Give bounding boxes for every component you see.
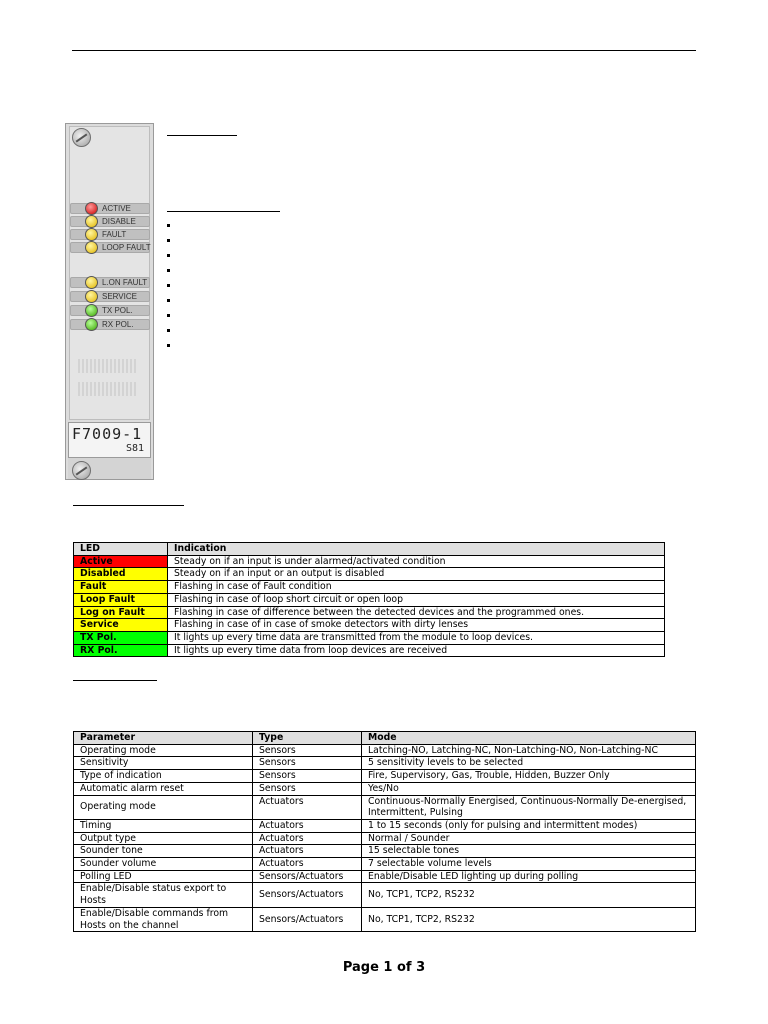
led-yellow-icon bbox=[85, 276, 98, 289]
led-name-cell: Loop Fault bbox=[74, 593, 168, 606]
table-row bbox=[74, 870, 696, 883]
heading-underline bbox=[167, 211, 280, 212]
column-header: Indication bbox=[168, 543, 665, 556]
parameter-cell: Sounder tone bbox=[74, 845, 253, 858]
parameter-cell: Enable/Disable commands from Hosts on the channel bbox=[74, 907, 253, 931]
led-indicator-fault bbox=[70, 229, 150, 240]
module-front-panel bbox=[65, 123, 154, 480]
led-label: LOOP FAULT bbox=[102, 243, 151, 252]
type-cell: Actuators bbox=[253, 832, 362, 845]
column-header: LED bbox=[74, 543, 168, 556]
led-label: ACTIVE bbox=[102, 204, 131, 213]
vent-grille bbox=[78, 382, 138, 396]
screw-icon bbox=[72, 128, 91, 147]
heading-underline bbox=[73, 505, 184, 506]
led-yellow-icon bbox=[85, 290, 98, 303]
table-row bbox=[74, 606, 665, 619]
mode-cell: 15 selectable tones bbox=[362, 845, 696, 858]
led-indicator-disable bbox=[70, 216, 150, 227]
table-row bbox=[74, 631, 665, 644]
led-indicator-rx-pol bbox=[70, 319, 150, 330]
led-label: L.ON FAULT bbox=[102, 278, 148, 287]
panel-face bbox=[69, 126, 150, 420]
led-yellow-icon bbox=[85, 241, 98, 254]
bullet-marker bbox=[167, 329, 170, 332]
column-header: Type bbox=[253, 732, 362, 745]
mode-cell: Yes/No bbox=[362, 782, 696, 795]
bullet-marker bbox=[167, 254, 170, 257]
type-cell: Actuators bbox=[253, 845, 362, 858]
type-cell: Sensors bbox=[253, 744, 362, 757]
parameter-cell: Automatic alarm reset bbox=[74, 782, 253, 795]
led-name-cell: TX Pol. bbox=[74, 631, 168, 644]
led-indication-table bbox=[73, 542, 665, 657]
parameter-cell: Sensitivity bbox=[74, 757, 253, 770]
model-suffix: S81 bbox=[125, 443, 144, 454]
type-cell: Actuators bbox=[253, 819, 362, 832]
bullet-marker bbox=[167, 299, 170, 302]
mode-cell: No, TCP1, TCP2, RS232 bbox=[362, 907, 696, 931]
type-cell: Sensors bbox=[253, 770, 362, 783]
type-cell: Sensors/Actuators bbox=[253, 870, 362, 883]
parameter-cell: Timing bbox=[74, 819, 253, 832]
type-cell: Sensors/Actuators bbox=[253, 883, 362, 907]
indication-cell: Flashing in case of loop short circuit or open loop bbox=[168, 593, 665, 606]
parameter-cell: Type of indication bbox=[74, 770, 253, 783]
vent-grille bbox=[78, 359, 138, 373]
table-header-row bbox=[74, 732, 696, 745]
table-row bbox=[74, 883, 696, 907]
table-row bbox=[74, 555, 665, 568]
mode-cell: No, TCP1, TCP2, RS232 bbox=[362, 883, 696, 907]
type-cell: Sensors/Actuators bbox=[253, 907, 362, 931]
table-row bbox=[74, 832, 696, 845]
led-name-cell: Fault bbox=[74, 581, 168, 594]
table-row bbox=[74, 907, 696, 931]
led-indicator-active bbox=[70, 203, 150, 214]
table-row bbox=[74, 757, 696, 770]
indication-cell: Flashing in case of in case of smoke detectors with dirty lenses bbox=[168, 619, 665, 632]
table-row bbox=[74, 795, 696, 819]
indication-cell: Flashing in case of difference between the detected devices and the programmed ones. bbox=[168, 606, 665, 619]
indication-cell: Steady on if an input is under alarmed/activated condition bbox=[168, 555, 665, 568]
led-name-cell: Log on Fault bbox=[74, 606, 168, 619]
table-row bbox=[74, 770, 696, 783]
type-cell: Sensors bbox=[253, 782, 362, 795]
led-indicator-service bbox=[70, 291, 150, 302]
parameter-cell: Enable/Disable status export to Hosts bbox=[74, 883, 253, 907]
indication-cell: It lights up every time data are transmitted from the module to loop devices. bbox=[168, 631, 665, 644]
indication-cell: It lights up every time data from loop devices are received bbox=[168, 644, 665, 657]
led-name-cell: Service bbox=[74, 619, 168, 632]
heading-underline bbox=[167, 135, 237, 136]
table-header-row bbox=[74, 543, 665, 556]
mode-cell: Latching-NO, Latching-NC, Non-Latching-NO, Non-Latching-NC bbox=[362, 744, 696, 757]
parameter-cell: Output type bbox=[74, 832, 253, 845]
bullet-marker bbox=[167, 314, 170, 317]
mode-cell: Enable/Disable LED lighting up during polling bbox=[362, 870, 696, 883]
table-row bbox=[74, 858, 696, 871]
heading-underline bbox=[73, 680, 157, 681]
led-yellow-icon bbox=[85, 215, 98, 228]
led-name-cell: Disabled bbox=[74, 568, 168, 581]
table-row bbox=[74, 782, 696, 795]
led-red-icon bbox=[85, 202, 98, 215]
led-label: DISABLE bbox=[102, 217, 136, 226]
parameter-cell: Operating mode bbox=[74, 795, 253, 819]
mode-cell: Continuous-Normally Energised, Continuous-Normally De-energised, Intermittent, Pulsing bbox=[362, 795, 696, 819]
led-label: FAULT bbox=[102, 230, 127, 239]
bullet-marker bbox=[167, 239, 170, 242]
mode-cell: Normal / Sounder bbox=[362, 832, 696, 845]
table-row bbox=[74, 581, 665, 594]
column-header: Parameter bbox=[74, 732, 253, 745]
column-header: Mode bbox=[362, 732, 696, 745]
model-number: F7009-1 bbox=[72, 425, 143, 443]
screw-icon bbox=[72, 461, 91, 480]
bullet-marker bbox=[167, 284, 170, 287]
led-indicator-lon-fault bbox=[70, 277, 150, 288]
parameter-cell: Sounder volume bbox=[74, 858, 253, 871]
led-green-icon bbox=[85, 304, 98, 317]
model-plate bbox=[68, 422, 151, 458]
parameter-cell: Polling LED bbox=[74, 870, 253, 883]
table-row bbox=[74, 644, 665, 657]
indication-cell: Steady on if an input or an output is disabled bbox=[168, 568, 665, 581]
indication-cell: Flashing in case of Fault condition bbox=[168, 581, 665, 594]
led-name-cell: RX Pol. bbox=[74, 644, 168, 657]
bullet-marker bbox=[167, 269, 170, 272]
parameter-cell: Operating mode bbox=[74, 744, 253, 757]
led-label: SERVICE bbox=[102, 292, 137, 301]
led-label: RX POL. bbox=[102, 320, 134, 329]
mode-cell: 1 to 15 seconds (only for pulsing and intermittent modes) bbox=[362, 819, 696, 832]
bullet-list bbox=[167, 224, 170, 359]
table-row bbox=[74, 593, 665, 606]
type-cell: Actuators bbox=[253, 795, 362, 819]
type-cell: Actuators bbox=[253, 858, 362, 871]
led-yellow-icon bbox=[85, 228, 98, 241]
table-row bbox=[74, 744, 696, 757]
table-row bbox=[74, 619, 665, 632]
mode-cell: 7 selectable volume levels bbox=[362, 858, 696, 871]
led-green-icon bbox=[85, 318, 98, 331]
table-row bbox=[74, 845, 696, 858]
led-indicator-tx-pol bbox=[70, 305, 150, 316]
mode-cell: Fire, Supervisory, Gas, Trouble, Hidden, Buzzer Only bbox=[362, 770, 696, 783]
type-cell: Sensors bbox=[253, 757, 362, 770]
parameter-table bbox=[73, 731, 696, 932]
table-row bbox=[74, 568, 665, 581]
mode-cell: 5 sensitivity levels to be selected bbox=[362, 757, 696, 770]
led-name-cell: Active bbox=[74, 555, 168, 568]
led-label: TX POL. bbox=[102, 306, 133, 315]
page-number: Page 1 of 3 bbox=[342, 960, 426, 975]
top-rule bbox=[72, 50, 696, 51]
bullet-marker bbox=[167, 344, 170, 347]
led-indicator-loop-fault bbox=[70, 242, 150, 253]
bullet-marker bbox=[167, 224, 170, 227]
table-row bbox=[74, 819, 696, 832]
